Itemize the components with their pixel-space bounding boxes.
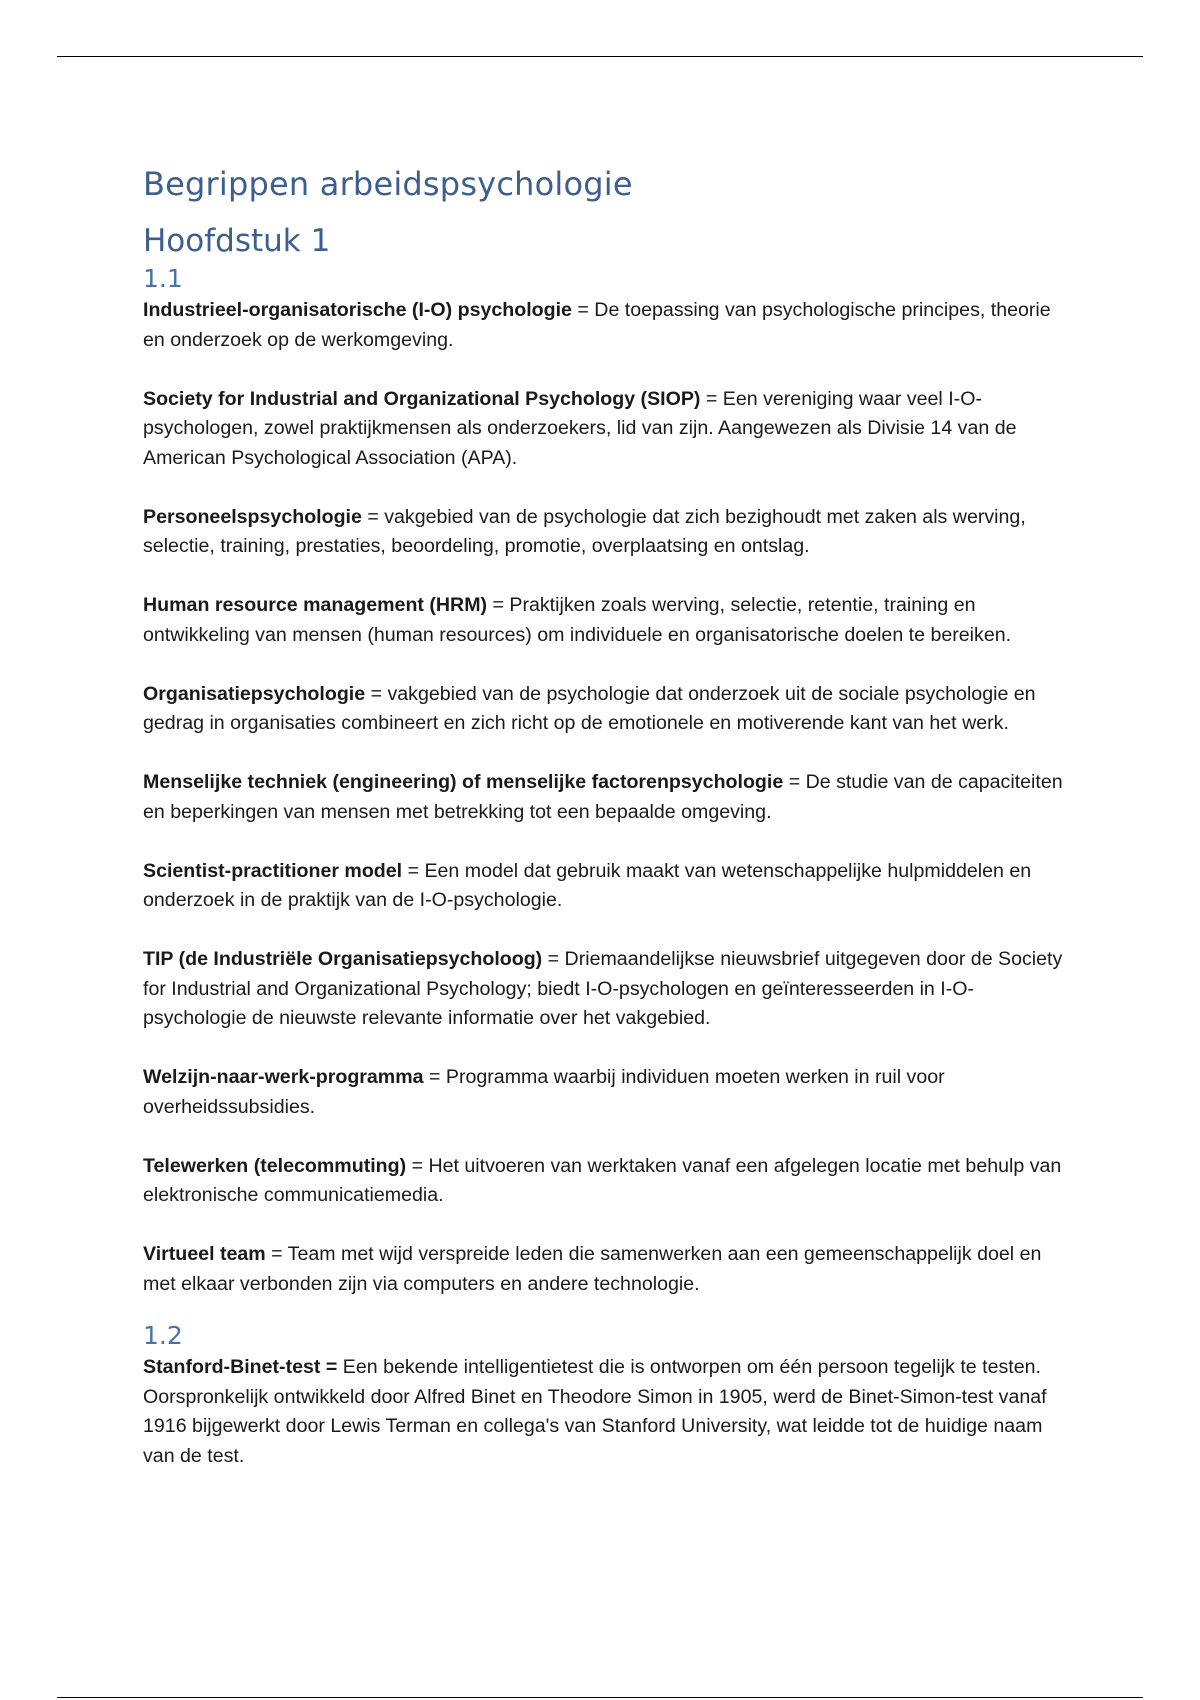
definition: = De studie van de capaciteiten en beperkingen van mensen met betrekking tot een bepaalde omgeving. bbox=[143, 771, 1063, 823]
definition-entry bbox=[143, 945, 1073, 1034]
definition-entry bbox=[143, 591, 1073, 650]
term: Stanford-Binet-test = bbox=[143, 1356, 338, 1378]
term: TIP (de Industriële Organisatiepsycholoog) bbox=[143, 948, 543, 970]
definition-entry bbox=[143, 1152, 1073, 1211]
definition-entry bbox=[143, 296, 1073, 355]
definition-entry bbox=[143, 1353, 1073, 1471]
definition: = vakgebied van de psychologie dat zich bezighoudt met zaken als werving, selectie, training, prestaties, beoordeling, promotie, overplaatsing en ontslag. bbox=[143, 505, 1026, 557]
definition: = Een model dat gebruik maakt van wetenschappelijke hulpmiddelen en onderzoek in de praktijk van de I-O-psychologie. bbox=[143, 859, 1032, 911]
term: Menselijke techniek (engineering) of menselijke factorenpsychologie bbox=[143, 771, 784, 793]
definition-entry bbox=[143, 385, 1073, 474]
definition-entry bbox=[143, 680, 1073, 739]
definition: = Programma waarbij individuen moeten werken in ruil voor overheidssubsidies. bbox=[143, 1066, 945, 1118]
definition: = Het uitvoeren van werktaken vanaf een afgelegen locatie met behulp van elektronische communicatiemedia. bbox=[143, 1154, 1062, 1206]
definition-entry bbox=[143, 1240, 1073, 1299]
section-heading: 1.1 bbox=[143, 264, 183, 293]
document-title: Begrippen arbeidspsychologie bbox=[143, 165, 633, 203]
term: Industrieel-organisatorische (I-O) psychologie bbox=[143, 299, 572, 321]
definition: Een bekende intelligentietest die is ontworpen om één persoon tegelijk te testen. Oorspronkelijk ontwikkeld door Alfred Binet en Theodore Simon in 1905, werd de Binet-Simon-test vanaf 1916 bijgewerkt door Lewis Terman en collega's van Stanford University, wat leidde tot de huidige naam van de test. bbox=[143, 1356, 1047, 1467]
term: Human resource management (HRM) bbox=[143, 594, 488, 616]
bottom-divider bbox=[57, 1697, 1143, 1698]
definition: = Praktijken zoals werving, selectie, retentie, training en ontwikkeling van mensen (human resources) om individuele en organisatorische doelen te bereiken. bbox=[143, 594, 1012, 646]
chapter-heading: Hoofdstuk 1 bbox=[143, 223, 331, 259]
definition: = De toepassing van psychologische principes, theorie en onderzoek op de werkomgeving. bbox=[143, 299, 1051, 351]
definition-entry bbox=[143, 1063, 1073, 1122]
term: Welzijn-naar-werk-programma bbox=[143, 1066, 424, 1088]
section-heading: 1.2 bbox=[143, 1321, 183, 1350]
term: Telewerken (telecommuting) bbox=[143, 1154, 407, 1177]
definition-entry bbox=[143, 857, 1073, 916]
term: Personeelspsychologie bbox=[143, 505, 362, 528]
definition: = Team met wijd verspreide leden die samenwerken aan een gemeenschappelijk doel en met elkaar verbonden zijn via computers en andere technologie. bbox=[143, 1243, 1042, 1295]
definition-entry bbox=[143, 768, 1073, 827]
top-divider bbox=[57, 56, 1143, 57]
definition: = Driemaandelijkse nieuwsbrief uitgegeven door de Society for Industrial and Organizational Psychology; biedt I-O-psychologen en geïnteresseerden in I-O-psychologie de nieuwste relevante informatie over het vakgebied. bbox=[143, 948, 1063, 1029]
term: Organisatiepsychologie bbox=[143, 682, 366, 705]
term: Scientist-practitioner model bbox=[143, 859, 403, 882]
definition: = Een vereniging waar veel I-O-psychologen, zowel praktijkmensen als onderzoekers, lid van zijn. Aangewezen als Divisie 14 van de American Psychological Association (APA). bbox=[143, 387, 1017, 469]
definition: = vakgebied van de psychologie dat onderzoek uit de sociale psychologie en gedrag in organisaties combineert en zich richt op de emotionele en motiverende kant van het werk. bbox=[143, 682, 1036, 734]
definition-entry bbox=[143, 503, 1073, 562]
term: Society for Industrial and Organizational Psychology (SIOP) bbox=[143, 387, 701, 410]
document-body bbox=[143, 160, 1073, 1471]
term: Virtueel team bbox=[143, 1243, 266, 1265]
